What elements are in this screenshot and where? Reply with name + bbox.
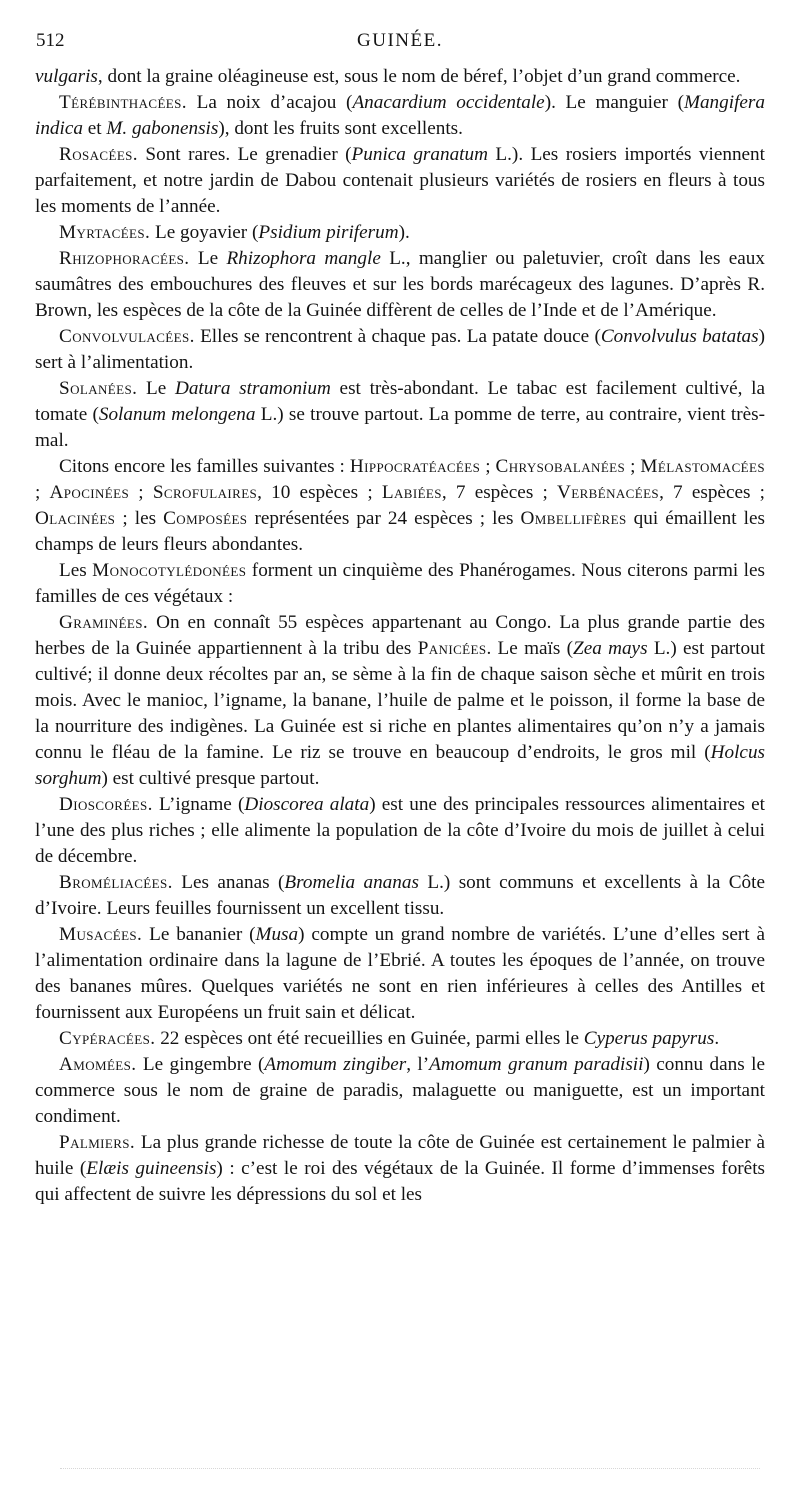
family-name: Olacinées	[35, 508, 116, 529]
text-run: ) sert à l’alimentation.	[35, 326, 765, 373]
paragraph	[35, 1052, 765, 1130]
text-run: ) est cultivé presque partout.	[101, 768, 320, 789]
italic-run: Amomum zingiber	[264, 1054, 407, 1075]
text-run: . Le maïs (	[486, 638, 574, 659]
text-run: et	[82, 118, 107, 139]
family-name: Broméliacées.	[59, 872, 173, 893]
text-run: Le goyavier (	[150, 222, 259, 243]
italic-run: M. gabonensis	[106, 118, 219, 139]
text-run: ) compte un grand nombre de variétés. L’une d’elles sert à l’alimentation ordinaire dans la lagune de l’Ebrié. A toutes les époques de l’année, on trouve des bananes mûres. Quelques variétés ne sont en rien inférieures à celles des Antilles et fournissent aux Européens un fruit sain et délicat.	[35, 924, 765, 1023]
family-name: Myrtacées.	[59, 222, 151, 243]
text-run: La noix d’acajou (	[186, 92, 353, 113]
italic-run: Mangifera indica	[35, 92, 765, 139]
family-name: Hippocratéacées	[349, 456, 481, 477]
text-run: ). Le manguier (	[544, 92, 684, 113]
italic-run: Amomum granum paradisii	[429, 1054, 644, 1075]
page-number: 512	[36, 30, 65, 51]
paragraph	[35, 324, 765, 376]
paragraph	[35, 220, 765, 246]
paragraph	[35, 1130, 765, 1208]
family-name: Amomées.	[59, 1054, 137, 1075]
running-title: GUINÉE.	[357, 30, 443, 51]
family-name: Solanées.	[59, 378, 138, 399]
text-run: On en connaît 55 espèces appartenant au Congo. La plus grande partie des herbes de la Guinée appartiennent à la tribu des	[35, 612, 765, 659]
paragraph	[35, 922, 765, 1026]
text-run: ) est une des principales ressources alimentaires et l’une des plus riches ; elle alimente la population de la côte d’Ivoire du mois de juillet à celui de décembre.	[35, 794, 765, 867]
italic-run: Punica granatum	[351, 144, 488, 165]
family-name: Composées	[163, 508, 248, 529]
text-run: qui émaillent les champs de leurs fleurs abondantes.	[35, 508, 765, 555]
text-run: L.) se trouve partout. La pomme de terre, au contraire, vient très-mal.	[35, 404, 765, 451]
italic-run: Anacardium occidentale	[352, 92, 545, 113]
italic-run: Dioscorea alata	[244, 794, 370, 815]
text-run: ).	[398, 222, 410, 243]
text-run: représentées par 24 espèces ; les	[247, 508, 521, 529]
family-name: Rhizophoracées.	[59, 248, 190, 269]
text-run: Le	[137, 378, 175, 399]
text-run: ), dont les fruits sont excellents.	[218, 118, 463, 139]
paragraph	[35, 870, 765, 922]
paragraph	[35, 64, 765, 90]
family-name: Scrofulaires	[152, 482, 258, 503]
paragraph	[35, 792, 765, 870]
text-run: L.) est partout cultivé; il donne deux récoltes par an, se sème à la fin de chaque saison sèche et mûrit en trois mois. Avec le manioc, l’igname, la banane, l’huile de palme et le poisson, il forme la base de la nourriture des indigènes. La Guinée est si riche en plantes alimentaires qu’on n’y a jamais connu le fléau de la famine. Le riz se trouve en beaucoup d’endroits, le gros mil (	[35, 638, 766, 763]
page-header	[36, 30, 764, 60]
paragraph	[35, 142, 765, 220]
paragraph	[35, 90, 765, 142]
family-name: Ombellifères	[520, 508, 627, 529]
family-name: Labiées	[381, 482, 442, 503]
text-run: La plus grande richesse de toute la côte de Guinée est certainement le palmier à huile (	[35, 1132, 765, 1179]
text-run: ; les	[115, 508, 164, 529]
italic-run: Elæis guineensis	[86, 1158, 217, 1179]
family-name: Chrysobalanées	[495, 456, 626, 477]
family-name: Cypéracées.	[59, 1028, 156, 1049]
text-run: , 10 espèces ;	[257, 482, 382, 503]
italic-run: Solanum melongena	[98, 404, 256, 425]
text-run: Elles se rencontrent à chaque pas. La patate douce (	[194, 326, 601, 347]
text-run: .	[714, 1028, 720, 1049]
footer-rule	[60, 1468, 760, 1477]
family-name: Graminées.	[59, 612, 149, 633]
text-run: Le gingembre (	[136, 1054, 265, 1075]
family-name: Dioscorées.	[59, 794, 153, 815]
text-run: L’igname (	[152, 794, 245, 815]
family-name: Verbénacées	[557, 482, 660, 503]
family-name: Convolvulacées.	[59, 326, 195, 347]
text-run: , l’	[406, 1054, 430, 1075]
text-run: , dont la graine oléagineuse est, sous le nom de béref, l’objet d’un grand commerce.	[97, 66, 741, 87]
paragraph	[35, 246, 765, 324]
family-name: Panicées	[417, 638, 487, 659]
text-run: Les	[59, 560, 93, 581]
text-run: 22 espèces ont été recueillies en Guinée, parmi elles le	[155, 1028, 584, 1049]
text-run: ;	[35, 482, 50, 503]
italic-run: Cyperus papyrus	[583, 1028, 715, 1049]
family-name: Mélastomacées	[640, 456, 765, 477]
family-name: Palmiers.	[59, 1132, 136, 1153]
paragraph	[35, 610, 765, 792]
family-name: Musacées.	[59, 924, 143, 945]
text-run: , 7 espèces ;	[441, 482, 558, 503]
text-run: ) : c’est le roi des végétaux de la Guinée. Il forme d’immenses forêts qui affectent de suivre les dépressions du sol et les	[35, 1158, 765, 1205]
text-run: ;	[480, 456, 496, 477]
text-run: ;	[129, 482, 153, 503]
family-name: Monocotylédonées	[92, 560, 247, 581]
text-run: est très-abondant. Le tabac est facilement cultivé, la tomate (	[35, 378, 765, 425]
italic-run: Zea mays	[573, 638, 648, 659]
text-run: forment un cinquième des Phanérogames. Nous citerons parmi les familles de ces végétaux :	[35, 560, 765, 607]
text-run: Le bananier (	[142, 924, 256, 945]
italic-run: vulgaris	[35, 66, 98, 87]
text-run: , 7 espèces ;	[659, 482, 765, 503]
family-name: Rosacées.	[59, 144, 138, 165]
paragraph	[35, 454, 765, 558]
text-run: L., manglier ou paletuvier, croît dans les eaux saumâtres des embouchures des fleuves et sur les bords marécageux des lagunes. D’après R. Brown, les espèces de la côte de la Guinée diffèrent de celles de l’Inde et de l’Amérique.	[35, 248, 765, 321]
italic-run: Datura stramonium	[174, 378, 331, 399]
text-run: L.). Les rosiers importés viennent parfaitement, et notre jardin de Dabou contenait plusieurs variétés de rosiers en fleurs à tous les moments de l’année.	[35, 144, 765, 217]
italic-run: Bromelia ananas	[284, 872, 419, 893]
page-body	[35, 64, 765, 1208]
family-name: Apocinées	[49, 482, 130, 503]
italic-run: Convolvulus batatas	[600, 326, 759, 347]
paragraph	[35, 558, 765, 610]
italic-run: Musa	[255, 924, 299, 945]
paragraph	[35, 1026, 765, 1052]
text-run: ;	[625, 456, 641, 477]
text-run: ) connu dans le commerce sous le nom de graine de paradis, malaguette ou maniguette, est un important condiment.	[35, 1054, 765, 1127]
paragraph	[35, 376, 765, 454]
text-run: Les ananas (	[172, 872, 285, 893]
italic-run: Holcus sorghum	[35, 742, 765, 789]
text-run: Citons encore les familles suivantes :	[59, 456, 350, 477]
italic-run: Rhizophora mangle	[226, 248, 381, 269]
text-run: Sont rares. Le grenadier (	[137, 144, 352, 165]
text-run: L.) sont communs et excellents à la Côte d’Ivoire. Leurs feuilles fournissent un excellent tissu.	[35, 872, 765, 919]
italic-run: Psidium piriferum	[258, 222, 399, 243]
family-name: Térébinthacées.	[59, 92, 187, 113]
text-run: Le	[189, 248, 227, 269]
